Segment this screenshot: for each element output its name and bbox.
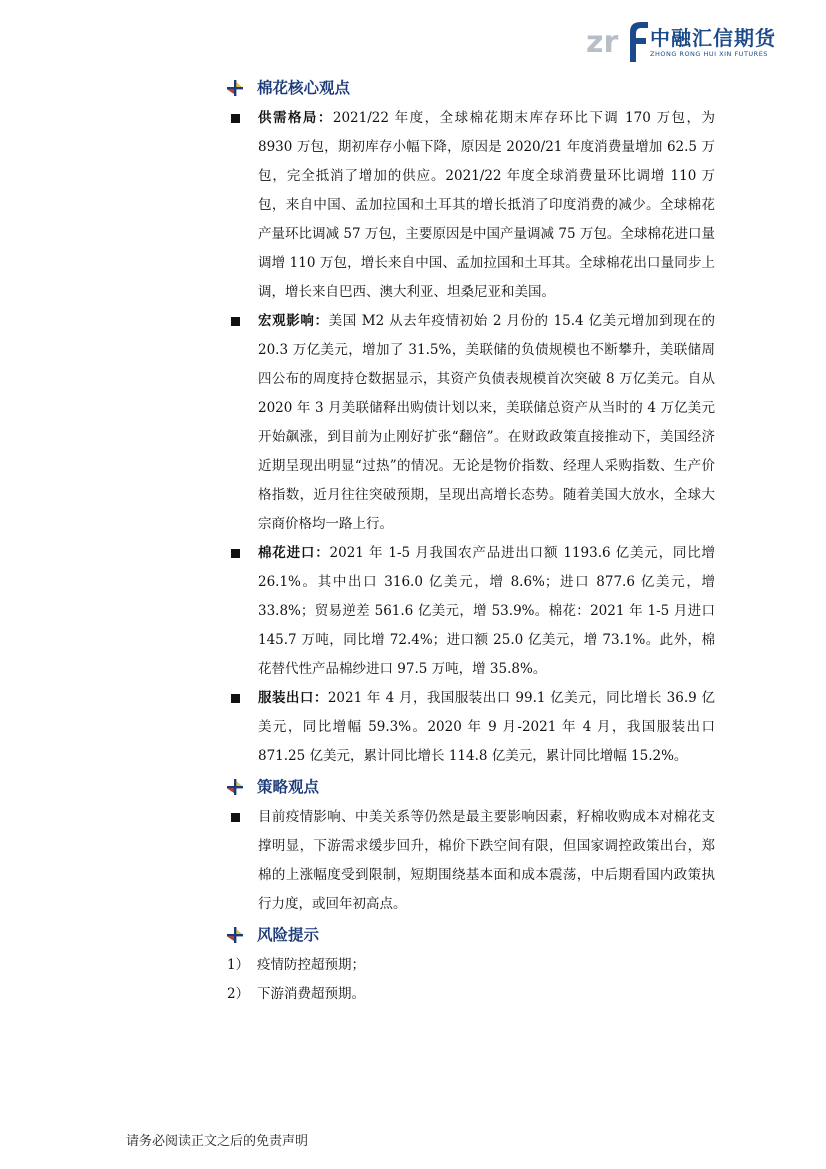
square-bullet-icon <box>231 694 240 703</box>
macro-impact-label: 宏观影响： <box>258 313 329 329</box>
section-core-views-title <box>225 72 715 104</box>
report-content <box>225 72 715 1009</box>
section-marker-icon <box>227 80 243 96</box>
bullet-supply-demand <box>225 104 715 307</box>
square-bullet-icon <box>231 114 240 123</box>
macro-impact-paragraph <box>258 307 715 539</box>
cotton-import-label: 棉花进口： <box>258 545 330 561</box>
supply-demand-text: 2021/22 年度，全球棉花期末库存环比下调 170 万包，为 8930 万包，期初库存小幅下降，原因是 2020/21 年度消费量增加 62.5 万包，完全抵消了增加的供应。2021/22 年度全球消费量环比调增 110 万包，来自中国、孟加拉国和土耳其的增长抵消了印度消费的减少。全球棉花产量环比调减 57 万包，主要原因是中国产量调减 75 万包。全球棉花进口量调增 110 万包，增长来自中国、孟加拉国和土耳其。全球棉花出口量同步上调，增长来自巴西、澳大利亚、坦桑尼亚和美国。 <box>258 110 715 300</box>
svg-text:zr: zr <box>586 25 619 60</box>
section-title-text: 风险提示 <box>257 926 320 944</box>
section-title-text: 策略观点 <box>257 778 320 796</box>
logo-english-name: ZHONG RONG HUI XIN FUTURES <box>650 50 768 58</box>
cotton-import-paragraph <box>258 539 715 684</box>
strategy-paragraph: 目前疫情影响、中美关系等仍然是最主要影响因素，籽棉收购成本对棉花支撑明显，下游需求缓步回升，棉价下跌空间有限，但国家调控政策出台，郑棉的上涨幅度受到限制，短期围绕基本面和成本震荡，中后期看国内政策执行力度，或回年初高点。 <box>258 809 715 912</box>
logo-chinese-name: 中融汇信期货 <box>650 26 776 50</box>
risk-item-number: 1） <box>227 957 250 973</box>
section-risk-title <box>225 919 715 951</box>
risk-item-text: 疫情防控超预期； <box>257 957 365 973</box>
zrf-logo-mark <box>586 18 652 64</box>
square-bullet-icon <box>231 317 240 326</box>
bullet-strategy <box>225 803 715 919</box>
risk-item-number: 2） <box>227 986 250 1002</box>
bullet-apparel-export <box>225 684 715 771</box>
square-bullet-icon <box>231 549 240 558</box>
square-bullet-icon <box>231 813 240 822</box>
risk-item-1 <box>225 951 715 980</box>
apparel-export-paragraph <box>258 684 715 771</box>
section-title-text: 棉花核心观点 <box>257 79 351 97</box>
section-marker-icon <box>227 927 243 943</box>
bullet-macro-impact <box>225 307 715 539</box>
disclaimer-footer: 请务必阅读正文之后的免责声明 <box>126 1134 309 1149</box>
risk-item-2 <box>225 980 715 1009</box>
macro-impact-text: 美国 M2 从去年疫情初始 2 月份的 15.4 亿美元增加到现在的 20.3 万亿美元，增加了 31.5%，美联储的负债规模也不断攀升，美联储周四公布的周度持仓数据显示，其资产负债表规模首次突破 8 万亿美元。自从 2020 年 3 月美联储释出购债计划以来，美联储总资产从当时的 4 万亿美元开始飙涨，到目前为止刚好扩张“翻倍”。在财政政策直接推动下，美国经济近期呈现出明显“过热”的情况。无论是物价指数、经理人采购指数、生产价格指数，近月往往突破预期，呈现出高增长态势。随着美国大放水，全球大宗商价格均一路上行。 <box>258 313 716 532</box>
risk-item-text: 下游消费超预期。 <box>257 986 365 1002</box>
apparel-export-label: 服装出口： <box>258 690 328 706</box>
company-logo <box>586 18 786 64</box>
cotton-import-text: 2021 年 1-5 月我国农产品进出口额 1193.6 亿美元，同比增 26.1%。其中出口 316.0 亿美元，增 8.6%；进口 877.6 亿美元，增 33.8%；贸易逆差 561.6 亿美元，增 53.9%。棉花：2021 年 1-5 月进口 145.7 万吨，同比增 72.4%；进口额 25.0 亿美元，增 73.1%。此外，棉花替代性产品棉纱进口 97.5 万吨，增 35.8%。 <box>258 545 716 677</box>
supply-demand-label: 供需格局： <box>258 110 333 126</box>
section-strategy-title <box>225 771 715 803</box>
supply-demand-paragraph <box>258 104 715 307</box>
apparel-export-text: 2021 年 4 月，我国服装出口 99.1 亿美元，同比增长 36.9 亿美元，同比增幅 59.3%。2020 年 9 月-2021 年 4 月，我国服装出口 871.25 亿美元，累计同比增长 114.8 亿美元，累计同比增幅 15.2%。 <box>258 690 715 764</box>
bullet-cotton-import <box>225 539 715 684</box>
section-marker-icon <box>227 779 243 795</box>
